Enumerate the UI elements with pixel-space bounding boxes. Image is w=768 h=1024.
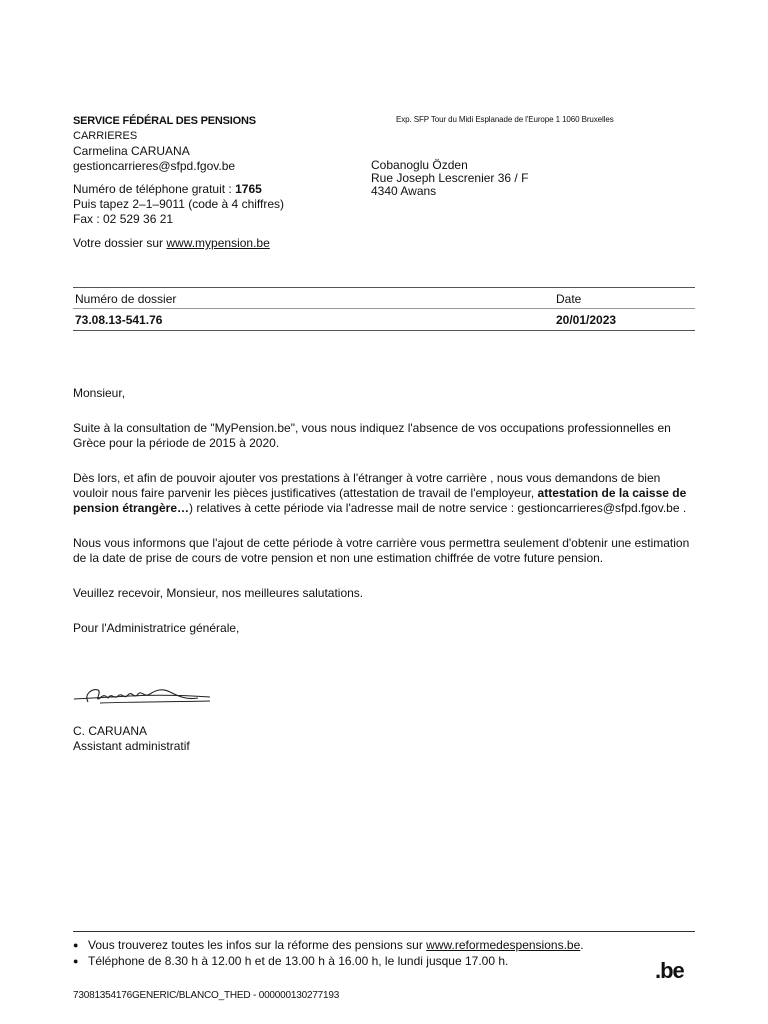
recipient-name: Cobanoglu Özden (371, 158, 468, 172)
signer-title: Assistant administratif (73, 739, 190, 753)
sender-block (73, 114, 373, 251)
date-label: Date (556, 292, 582, 306)
phone-label: Numéro de téléphone gratuit : (73, 182, 236, 196)
phone-extension: Puis tapez 2–1–9011 (code à 4 chiffres) (73, 197, 285, 211)
paragraph-3: Nous vous informons que l'ajout de cette période à votre carrière vous permettra seulement d'obtenir une estimation de la date de prise de cours de votre pension et non une estimation chiffrée de votre future pension. (73, 536, 690, 565)
dossier-text: Votre dossier sur (73, 236, 167, 250)
reformedespensions-link[interactable]: www.reformedespensions.be (426, 938, 581, 952)
footer-rule (73, 931, 695, 932)
signer-block (73, 724, 190, 754)
dossier-label: Numéro de dossier (75, 292, 177, 306)
fax: Fax : 02 529 36 21 (73, 212, 174, 226)
footer-info-end: . (580, 938, 584, 952)
phone-line (73, 182, 373, 197)
paragraph-2-start: Dès lors, et afin de pouvoir ajouter vos prestations à l'étranger à votre carrière , nous vous demandons de bien vouloir nous faire parvenir les pièces justificatives (attestation de travail de l'employeur, (73, 471, 661, 500)
paragraph-1: Suite à la consultation de "MyPension.be", vous nous indiquez l'absence de vos occupations professionnelles en Grèce pour la période de 2015 à 2020. (73, 421, 671, 450)
paragraph-2-bold: attestation de la caisse de pension étrangère… (73, 486, 687, 515)
mypension-link[interactable]: www.mypension.be (166, 236, 270, 250)
letter-body (73, 386, 693, 647)
recipient-city: 4340 Awans (371, 184, 437, 198)
agent-name: Carmelina CARUANA (73, 144, 190, 158)
paragraph-2-end: ) relatives à cette période via l'adresse mail de notre service : gestioncarrieres@sfpd.fgov.be . (189, 501, 687, 515)
dossier-line (73, 236, 373, 251)
reference-bottom-rule (73, 330, 695, 331)
document-reference: 73081354176GENERIC/BLANCO_THED - 000000130277193 (73, 990, 340, 1001)
expedition-address: Exp. SFP Tour du Midi Esplanade de l'Europe 1 1060 Bruxelles (396, 115, 614, 124)
on-behalf: Pour l'Administratrice générale, (73, 621, 240, 635)
bullet-icon: ● (73, 940, 79, 950)
reference-top-rule (73, 287, 695, 288)
be-logo: .be (655, 958, 684, 983)
closing: Veuillez recevoir, Monsieur, nos meilleures salutations. (73, 586, 364, 600)
paragraph-2 (73, 471, 693, 516)
phone-number: 1765 (235, 182, 262, 196)
footer-item-info (73, 937, 693, 953)
handwritten-signature (70, 680, 220, 710)
salutation: Monsieur, (73, 386, 126, 400)
recipient-block (371, 159, 528, 198)
reference-mid-rule (73, 308, 695, 309)
footer-info (73, 937, 693, 969)
service-name: SERVICE FÉDÉRAL DES PENSIONS (73, 115, 256, 127)
dossier-number: 73.08.13-541.76 (75, 313, 163, 327)
bullet-icon: ● (73, 956, 79, 966)
footer-item-hours (73, 953, 693, 969)
signer-name: C. CARUANA (73, 724, 148, 738)
letter-date: 20/01/2023 (556, 313, 617, 327)
footer-info-text: Vous trouverez toutes les infos sur la réforme des pensions sur (88, 938, 427, 952)
sender-email: gestioncarrieres@sfpd.fgov.be (73, 159, 236, 173)
department: CARRIERES (73, 130, 138, 142)
recipient-street: Rue Joseph Lescrenier 36 / F (371, 171, 529, 185)
footer-hours: Téléphone de 8.30 h à 12.00 h et de 13.00 h à 16.00 h, le lundi jusque 17.00 h. (88, 954, 509, 968)
footer-info-line (88, 937, 584, 953)
